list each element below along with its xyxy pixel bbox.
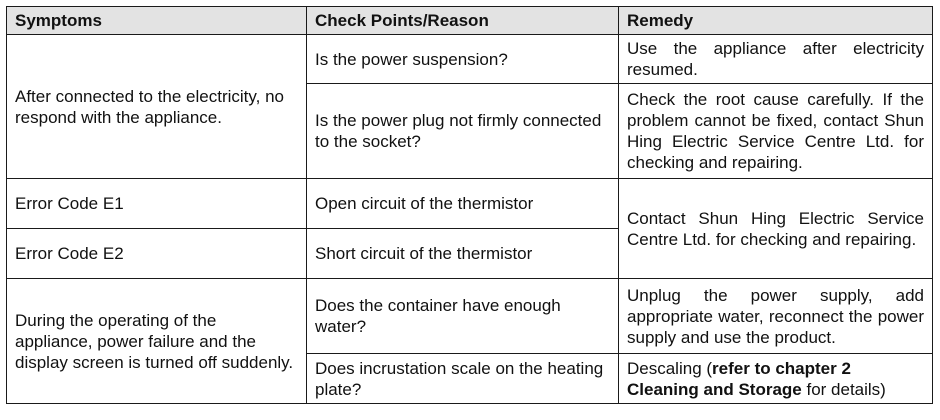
remedy-cell: Unplug the power supply, add appropriate water, reconnect the power supply and use the product.	[619, 279, 933, 354]
table-row	[7, 179, 933, 229]
remedy-chapter-reference: refer to chapter 2 Cleaning and Storage	[627, 358, 851, 399]
remedy-cell: Contact Shun Hing Electric Service Centre Ltd. for checking and repairing.	[619, 179, 933, 279]
check-point-cell: Is the power plug not firmly connected to the socket?	[307, 84, 619, 179]
remedy-cell: Use the appliance after electricity resumed.	[619, 35, 933, 84]
troubleshooting-container	[6, 6, 932, 404]
symptom-cell: Error Code E1	[7, 179, 307, 229]
check-point-cell: Open circuit of the thermistor	[307, 179, 619, 229]
symptom-cell: During the operating of the appliance, power failure and the display screen is turned off suddenly.	[7, 279, 307, 404]
check-point-cell: Short circuit of the thermistor	[307, 229, 619, 279]
remedy-cell: Check the root cause carefully. If the problem cannot be fixed, contact Shun Hing Electric Service Centre Ltd. for checking and repairing.	[619, 84, 933, 179]
remedy-cell	[619, 354, 933, 404]
symptom-cell: After connected to the electricity, no respond with the appliance.	[7, 35, 307, 179]
table-row	[7, 35, 933, 84]
remedy-text-after: for details)	[801, 379, 886, 399]
table-header-row	[7, 7, 933, 35]
remedy-text-before: Descaling (	[627, 358, 713, 378]
check-point-cell: Does the container have enough water?	[307, 279, 619, 354]
check-point-cell: Is the power suspension?	[307, 35, 619, 84]
header-symptoms: Symptoms	[7, 7, 307, 35]
table-row	[7, 279, 933, 354]
symptom-cell: Error Code E2	[7, 229, 307, 279]
check-point-cell: Does incrustation scale on the heating plate?	[307, 354, 619, 404]
header-check-points: Check Points/Reason	[307, 7, 619, 35]
troubleshooting-table	[6, 6, 933, 404]
header-remedy: Remedy	[619, 7, 933, 35]
